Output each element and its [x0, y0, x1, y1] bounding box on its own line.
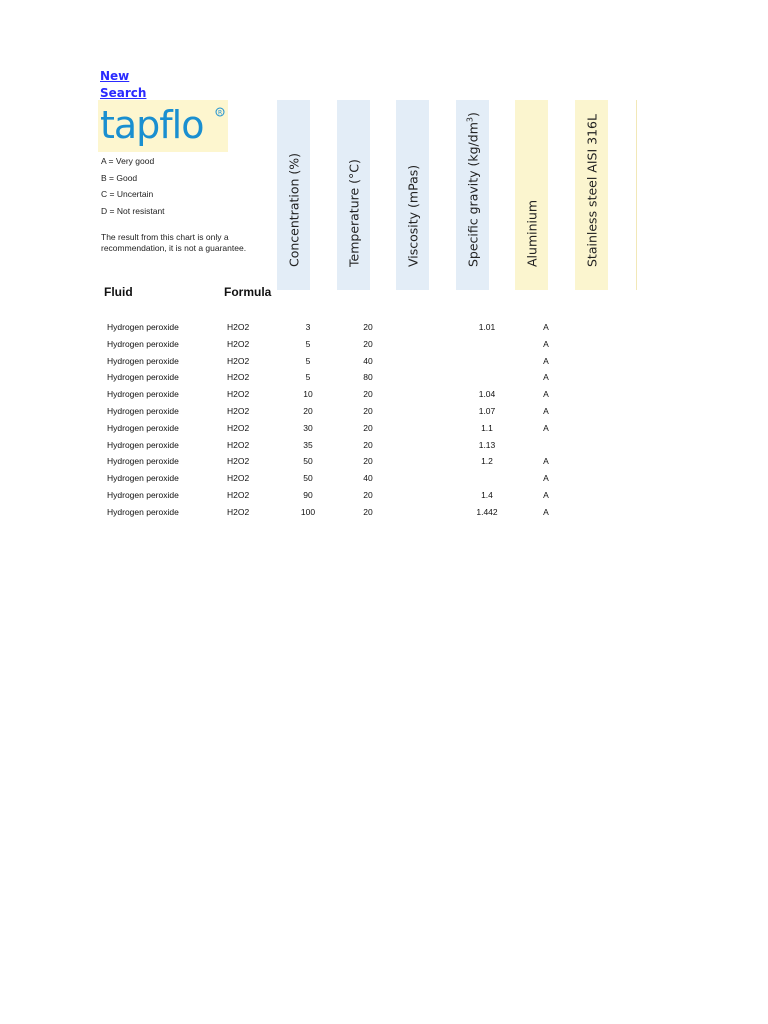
search-link[interactable]: Search [100, 86, 147, 100]
aluminium-rating-cell: A [543, 338, 549, 349]
aluminium-rating-cell: A [543, 355, 549, 366]
column-edge [636, 100, 637, 290]
column-header-specific-gravity: Specific gravity $(kg/dm^3)$ [456, 100, 489, 290]
aluminium-rating-cell: A [543, 473, 549, 484]
fluid-cell: Hydrogen peroxide [107, 389, 179, 400]
temperature-cell: 80 [363, 372, 373, 383]
concentration-cell: 30 [303, 422, 313, 433]
concentration-cell: 20 [303, 406, 313, 416]
fluid-cell: Hydrogen peroxide [107, 372, 179, 383]
fluid-cell: Hydrogen peroxide [107, 490, 179, 500]
formula-cell: H2O2 [227, 422, 250, 433]
formula-cell: H2O2 [227, 473, 250, 484]
table-row [0, 423, 768, 439]
concentration-cell: 10 [303, 389, 313, 400]
column-header-viscosity: Viscosity (mPas) [396, 100, 429, 290]
temperature-cell: 20 [363, 490, 373, 500]
formula-cell: H2O2 [227, 456, 250, 467]
formula-cell: H2O2 [227, 490, 250, 500]
formula-cell: H2O2 [227, 355, 250, 366]
legend-not-resistant: D = Not resistant [101, 206, 165, 216]
table-row [0, 389, 768, 405]
column-header-stainless-steel: Stainless steel AISI 316L [575, 100, 608, 290]
fluid-cell: Hydrogen peroxide [107, 473, 179, 484]
temperature-cell: 20 [363, 439, 373, 450]
aluminium-rating-cell: A [543, 506, 549, 517]
fluid-cell: Hydrogen peroxide [107, 322, 179, 332]
formula-cell: H2O2 [227, 506, 250, 517]
formula-cell: H2O2 [227, 439, 250, 450]
temperature-cell: 20 [363, 322, 373, 332]
temperature-cell: 40 [363, 473, 373, 484]
temperature-cell: 20 [363, 338, 373, 349]
specific-gravity-cell: 1.1 [481, 422, 493, 433]
fluid-cell: Hydrogen peroxide [107, 506, 179, 517]
specific-gravity-cell: 1.07 [478, 406, 496, 416]
legend-very-good: A = Very good [101, 156, 155, 166]
aluminium-rating-cell: A [543, 456, 549, 467]
concentration-cell: 50 [303, 473, 313, 484]
aluminium-rating-cell: A [543, 490, 549, 500]
table-header-formula: Formula [224, 285, 272, 299]
new-link[interactable]: New [100, 69, 130, 83]
column-header-aluminium: Aluminium [515, 100, 548, 290]
svg-text:tapflo: tapflo [100, 103, 204, 147]
temperature-cell: 20 [363, 506, 373, 517]
concentration-cell: 5 [305, 372, 311, 383]
table-row [0, 440, 768, 456]
table-header-fluid: Fluid [104, 285, 133, 299]
table-row [0, 473, 768, 489]
table-row [0, 490, 768, 506]
temperature-cell: 40 [363, 355, 373, 366]
specific-gravity-cell: 1.04 [478, 389, 496, 400]
temperature-cell: 20 [363, 422, 373, 433]
concentration-cell: 100 [300, 506, 316, 517]
temperature-cell: 20 [363, 389, 373, 400]
svg-text:R: R [218, 109, 223, 117]
specific-gravity-cell: 1.01 [478, 322, 496, 332]
fluid-cell: Hydrogen peroxide [107, 456, 179, 467]
table-row [0, 406, 768, 422]
concentration-cell: 50 [303, 456, 313, 467]
formula-cell: H2O2 [227, 406, 250, 416]
specific-gravity-cell: 1.4 [481, 490, 493, 500]
aluminium-rating-cell: A [543, 372, 549, 383]
table-row [0, 456, 768, 472]
concentration-cell: 5 [305, 355, 311, 366]
formula-cell: H2O2 [227, 322, 250, 332]
fluid-cell: Hydrogen peroxide [107, 406, 179, 416]
disclaimer-text: The result from this chart is only a recommendation, it is not a guarantee. [101, 232, 247, 253]
aluminium-rating-cell: A [543, 406, 549, 416]
fluid-cell: Hydrogen peroxide [107, 439, 179, 450]
formula-cell: H2O2 [227, 338, 250, 349]
fluid-cell: Hydrogen peroxide [107, 355, 179, 366]
concentration-cell: 3 [305, 322, 311, 332]
table-row [0, 356, 768, 372]
concentration-cell: 90 [303, 490, 313, 500]
temperature-cell: 20 [363, 406, 373, 416]
fluid-cell: Hydrogen peroxide [107, 422, 179, 433]
column-header-concentration: Concentration (%) [277, 100, 310, 290]
specific-gravity-cell: 1.13 [478, 439, 496, 450]
aluminium-rating-cell: A [543, 422, 549, 433]
legend-good: B = Good [101, 173, 138, 183]
table-row [0, 322, 768, 338]
temperature-cell: 20 [363, 456, 373, 467]
table-row [0, 372, 768, 388]
column-header-temperature: Temperature (°C) [337, 100, 370, 290]
concentration-cell: 5 [305, 338, 311, 349]
legend-uncertain: C = Uncertain [101, 189, 154, 199]
formula-cell: H2O2 [227, 372, 250, 383]
concentration-cell: 35 [303, 439, 313, 450]
table-row [0, 339, 768, 355]
fluid-cell: Hydrogen peroxide [107, 338, 179, 349]
specific-gravity-cell: 1.442 [476, 506, 498, 517]
formula-cell: H2O2 [227, 389, 250, 400]
aluminium-rating-cell: A [543, 389, 549, 400]
table-row [0, 507, 768, 523]
tapflo-logo [98, 100, 228, 152]
specific-gravity-cell: 1.2 [481, 456, 493, 467]
aluminium-rating-cell: A [543, 322, 549, 332]
